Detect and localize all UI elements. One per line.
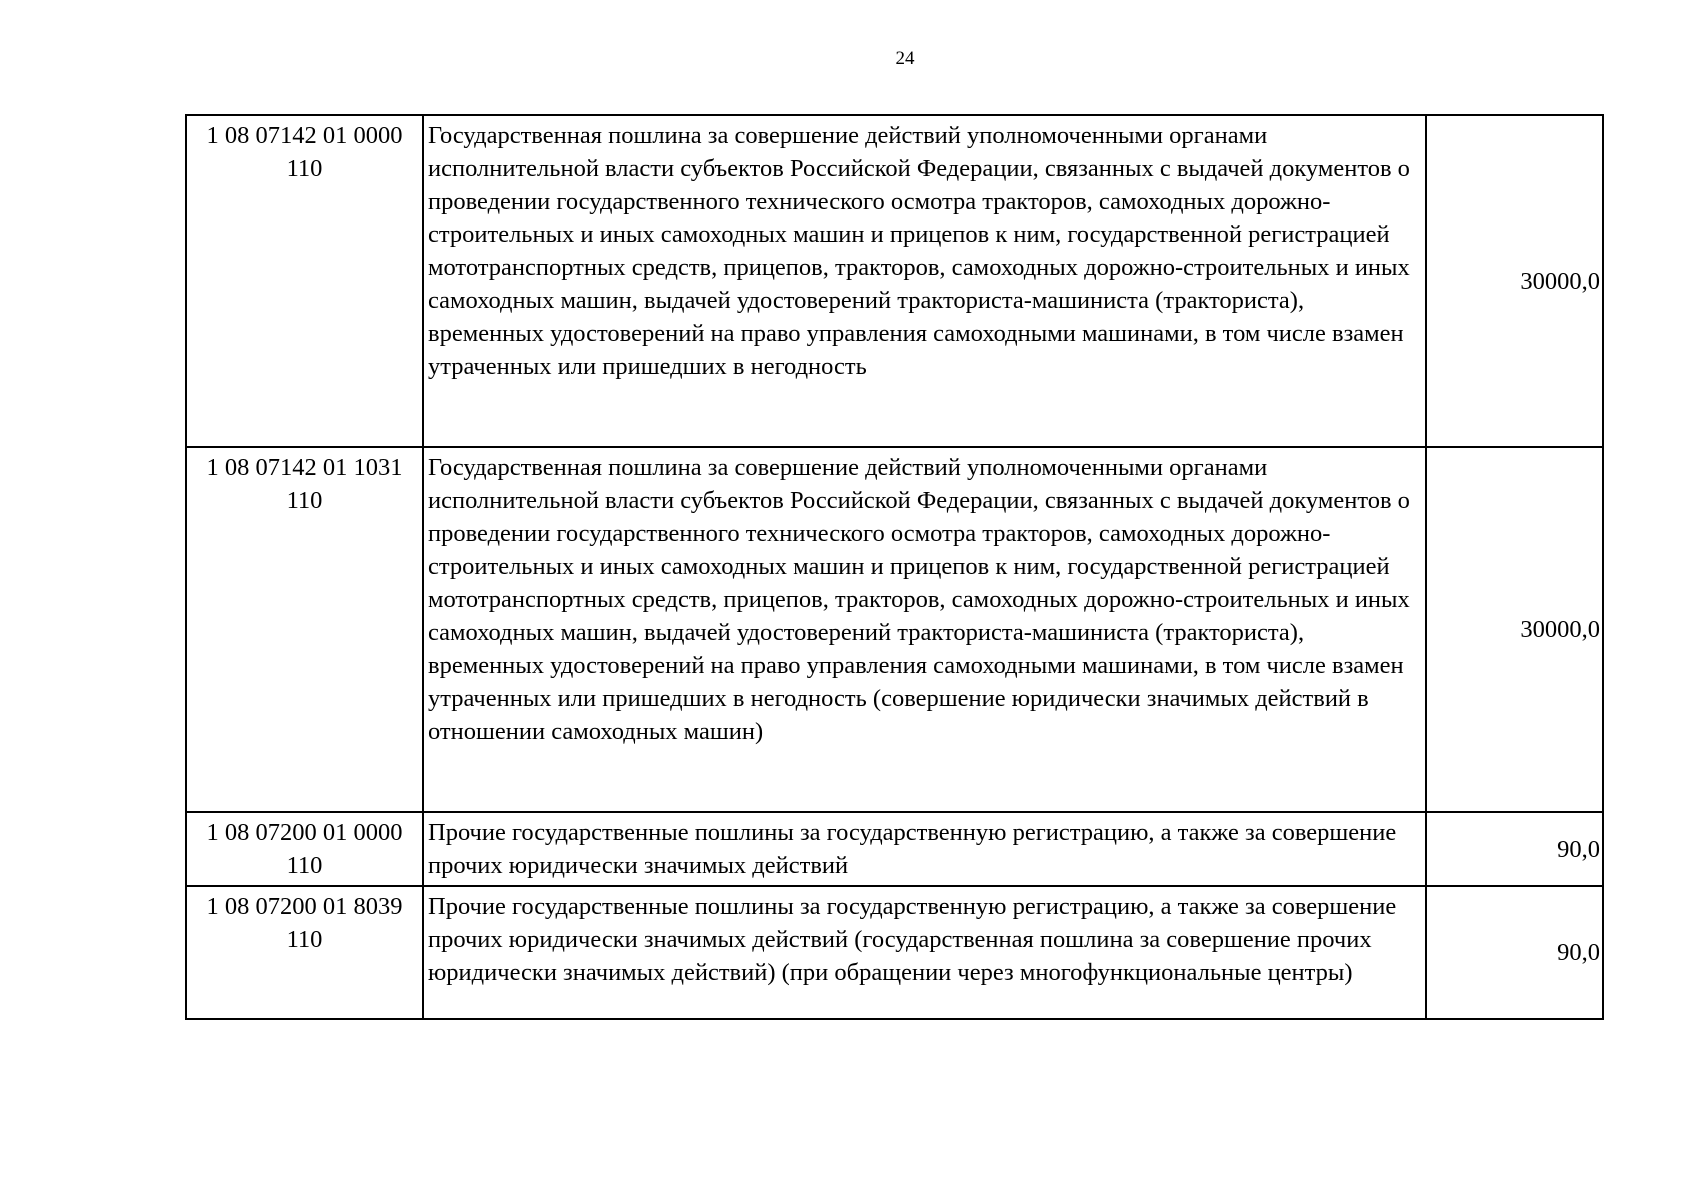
budget-revenue-table bbox=[185, 114, 1604, 1020]
revenue-code-suffix: 110 bbox=[286, 852, 323, 879]
table-row bbox=[186, 115, 1603, 447]
revenue-code-cell bbox=[186, 115, 423, 447]
revenue-amount-cell: 90,0 bbox=[1426, 886, 1603, 1019]
revenue-amount-cell: 90,0 bbox=[1426, 812, 1603, 886]
revenue-code-cell bbox=[186, 886, 423, 1019]
revenue-amount-cell: 30000,0 bbox=[1426, 115, 1603, 447]
revenue-name-cell: Прочие государственные пошлины за государственную регистрацию, а также за совершение прочих юридически значимых действий (государственная пошлина за совершение прочих юридически значимых действий) (при обращении через многофункциональные центры) bbox=[423, 886, 1426, 1019]
revenue-name-cell: Государственная пошлина за совершение действий уполномоченными органами исполнительной власти субъектов Российской Федерации, связанных с выдачей документов о проведении государственного технического осмотра тракторов, самоходных дорожно-строительных и иных самоходных машин и прицепов к ним, государственной регистрацией мототранспортных средств, прицепов, тракторов, самоходных дорожно-строительных и иных самоходных машин, выдачей удостоверений тракториста-машиниста (тракториста), временных удостоверений на право управления самоходными машинами, в том числе взамен утраченных или пришедших в негодность (совершение юридически значимых действий в отношении самоходных машин) bbox=[423, 447, 1426, 812]
revenue-code-cell bbox=[186, 447, 423, 812]
revenue-code-suffix: 110 bbox=[286, 155, 323, 182]
revenue-code-cell bbox=[186, 812, 423, 886]
revenue-name-cell: Государственная пошлина за совершение действий уполномоченными органами исполнительной власти субъектов Российской Федерации, связанных с выдачей документов о проведении государственного технического осмотра тракторов, самоходных дорожно-строительных и иных самоходных машин и прицепов к ним, государственной регистрацией мототранспортных средств, прицепов, тракторов, самоходных дорожно-строительных и иных самоходных машин, выдачей удостоверений тракториста-машиниста (тракториста), временных удостоверений на право управления самоходными машинами, в том числе взамен утраченных или пришедших в негодность bbox=[423, 115, 1426, 447]
table-row bbox=[186, 447, 1603, 812]
table-row bbox=[186, 886, 1603, 1019]
table-row bbox=[186, 812, 1603, 886]
page-number: 24 bbox=[895, 48, 915, 69]
revenue-code: 1 08 07142 01 0000 bbox=[206, 122, 403, 149]
revenue-code-suffix: 110 bbox=[286, 926, 323, 953]
revenue-code-suffix: 110 bbox=[286, 487, 323, 514]
revenue-code: 1 08 07200 01 0000 bbox=[206, 819, 403, 846]
revenue-amount-cell: 30000,0 bbox=[1426, 447, 1603, 812]
revenue-name-cell: Прочие государственные пошлины за государственную регистрацию, а также за совершение прочих юридически значимых действий bbox=[423, 812, 1426, 886]
revenue-code: 1 08 07200 01 8039 bbox=[206, 893, 403, 920]
revenue-code: 1 08 07142 01 1031 bbox=[206, 454, 403, 481]
